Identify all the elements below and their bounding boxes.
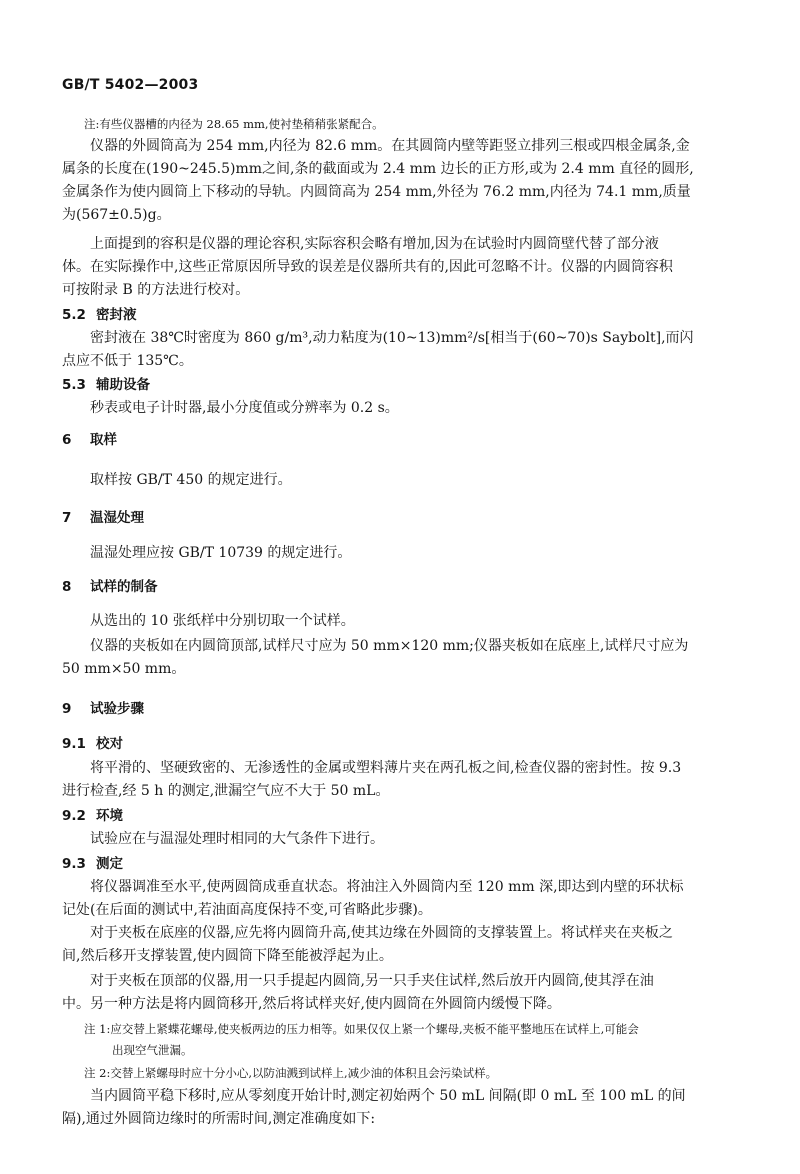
paragraph-line: 对于夹板在顶部的仪器,用一只手提起内圆筒,另一只手夹住试样,然后放开内圆筒,使其浮在油 bbox=[90, 973, 654, 989]
paragraph-line: 间,然后移开支撑装置,使内圆筒下降至能被浮起为止。 bbox=[62, 948, 393, 964]
section-number: 5.3 bbox=[62, 377, 86, 393]
paragraph-line: 仪器的夹板如在内圆筒顶部,试样尺寸应为 50 mm×120 mm;仪器夹板如在底座上,试样尺寸应为 bbox=[90, 638, 689, 654]
note-line: 注 1:应交替上紧蝶花螺母,使夹板两边的压力相等。如果仅仅上紧一个螺母,夹板不能平整地压在试样上,可能会 bbox=[84, 1022, 639, 1036]
paragraph-line: 将仪器调准至水平,使两圆筒成垂直状态。将油注入外圆筒内至 120 mm 深,即达到内壁的环状标 bbox=[90, 879, 684, 895]
section-heading bbox=[62, 806, 762, 826]
paragraph-line: 温湿处理应按 GB/T 10739 的规定进行。 bbox=[90, 545, 352, 561]
paragraph-line: 取样按 GB/T 450 的规定进行。 bbox=[90, 472, 292, 488]
section-number: 6 bbox=[62, 432, 72, 448]
section-number: 9.3 bbox=[62, 856, 86, 872]
section-heading bbox=[62, 577, 762, 597]
note-line: 注:有些仪器槽的内径为 28.65 mm,使衬垫稍稍张紧配合。 bbox=[84, 117, 384, 131]
section-number: 8 bbox=[62, 579, 72, 595]
paragraph-line: 密封液在 38℃时密度为 860 g/m³,动力粘度为(10~13)mm²/s[相当于(60~70)s Saybolt],而闪 bbox=[90, 330, 694, 346]
section-title: 测定 bbox=[96, 856, 123, 872]
section-heading bbox=[62, 699, 762, 719]
section-number: 5.2 bbox=[62, 307, 86, 323]
paragraph-line: 将平滑的、坚硬致密的、无渗透性的金属或塑料薄片夹在两孔板之间,检查仪器的密封性。按 9.3 bbox=[90, 760, 682, 776]
paragraph-line: 隔),通过外圆筒边缘时的所需时间,测定准确度如下: bbox=[62, 1111, 376, 1127]
section-number: 7 bbox=[62, 510, 72, 526]
paragraph-line: 试验应在与温湿处理时相同的大气条件下进行。 bbox=[90, 831, 384, 847]
section-title: 校对 bbox=[96, 736, 123, 752]
section-title: 试验步骤 bbox=[90, 701, 144, 717]
section-heading bbox=[62, 734, 762, 754]
section-heading bbox=[62, 375, 762, 395]
section-heading bbox=[62, 854, 762, 874]
section-number: 9 bbox=[62, 701, 72, 717]
section-title: 取样 bbox=[90, 432, 117, 448]
paragraph-line: 上面提到的容积是仪器的理论容积,实际容积会略有增加,因为在试验时内圆筒壁代替了部分液 bbox=[90, 236, 659, 252]
paragraph-line: 属条的长度在(190~245.5)mm之间,条的截面或为 2.4 mm 边长的正方形,或为 2.4 mm 直径的圆形, bbox=[62, 161, 694, 177]
section-title: 密封液 bbox=[96, 307, 137, 323]
paragraph-line: 进行检查,经 5 h 的测定,泄漏空气应不大于 50 mL。 bbox=[62, 783, 390, 799]
paragraph-line: 体。在实际操作中,这些正常原因所导致的误差是仪器所共有的,因此可忽略不计。仪器的内圆筒容积 bbox=[62, 259, 673, 275]
standard-number-header: GB/T 5402—2003 bbox=[62, 77, 199, 93]
paragraph-line: 记处(在后面的测试中,若油面高度保持不变,可省略此步骤)。 bbox=[62, 902, 432, 918]
paragraph-line: 50 mm×50 mm。 bbox=[62, 661, 186, 677]
paragraph-line: 仪器的外圆筒高为 254 mm,内径为 82.6 mm。在其圆筒内壁等距竖立排列三根或四根金属条,金 bbox=[90, 138, 690, 154]
section-title: 试样的制备 bbox=[90, 579, 158, 595]
note-line: 出现空气泄漏。 bbox=[112, 1043, 193, 1057]
section-heading bbox=[62, 430, 762, 450]
paragraph-line: 对于夹板在底座的仪器,应先将内圆筒升高,使其边缘在外圆筒的支撑装置上。将试样夹在夹板之 bbox=[90, 925, 673, 941]
section-heading bbox=[62, 305, 762, 325]
note-line: 注 2:交替上紧螺母时应十分小心,以防油溅到试样上,减少油的体积且会污染试样。 bbox=[84, 1066, 498, 1080]
section-heading bbox=[62, 508, 762, 528]
section-title: 温湿处理 bbox=[90, 510, 144, 526]
paragraph-line: 从选出的 10 张纸样中分别切取一个试样。 bbox=[90, 613, 355, 629]
paragraph-line: 可按附录 B 的方法进行校对。 bbox=[62, 282, 250, 298]
paragraph-line: 为(567±0.5)g。 bbox=[62, 207, 171, 223]
section-number: 9.1 bbox=[62, 736, 86, 752]
paragraph-line: 当内圆筒平稳下移时,应从零刻度开始计时,测定初始两个 50 mL 间隔(即 0 mL 至 100 mL 的间 bbox=[90, 1088, 686, 1104]
paragraph-line: 中。另一种方法是将内圆筒移开,然后将试样夹好,使内圆筒在外圆筒内缓慢下降。 bbox=[62, 996, 561, 1012]
section-number: 9.2 bbox=[62, 808, 86, 824]
paragraph-line: 秒表或电子计时器,最小分度值或分辨率为 0.2 s。 bbox=[90, 400, 399, 416]
section-title: 环境 bbox=[96, 808, 123, 824]
section-title: 辅助设备 bbox=[96, 377, 150, 393]
paragraph-line: 点应不低于 135℃。 bbox=[62, 353, 193, 369]
paragraph-line: 金属条作为使内圆筒上下移动的导轨。内圆筒高为 254 mm,外径为 76.2 mm,内径为 74.1 mm,质量 bbox=[62, 184, 691, 200]
